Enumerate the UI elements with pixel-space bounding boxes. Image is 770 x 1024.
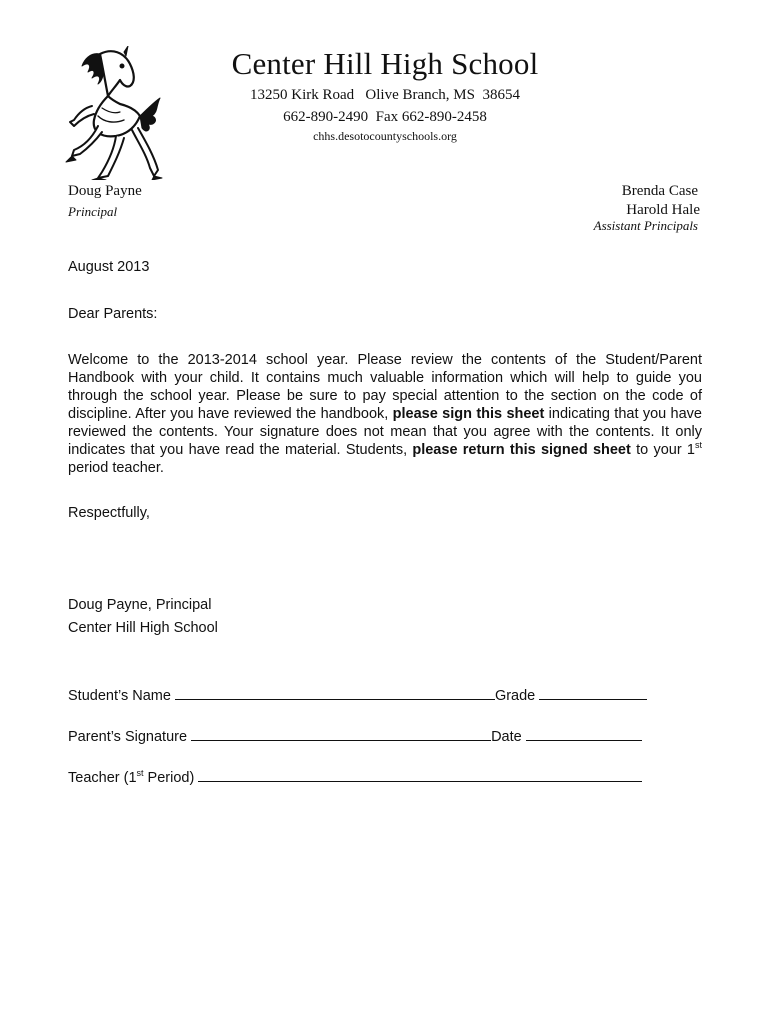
date-field[interactable] [526,726,642,741]
teacher-label-text: Teacher (1 [68,770,137,786]
school-website: chhs.desotocountyschools.org [313,129,457,143]
school-name: Center Hill High School [231,46,539,81]
school-phone: 662-890-2490 Fax 662-890-2458 [283,109,487,125]
student-name-row [68,685,647,704]
parent-signature-label: Parent’s Signature [68,729,188,745]
body-text-3: to your 1 [630,442,695,458]
body-superscript: st [694,440,702,450]
assistant-principal-2: Harold Hale [626,202,700,218]
date-label: Date [491,729,522,745]
body-emphasis-return: please return this signed sheet [412,442,631,458]
mustang-horse-logo [62,46,164,180]
assistant-principals-title: Assistant Principals [593,218,698,233]
closing: Respectfully, [68,505,150,521]
teacher-field[interactable] [198,767,642,782]
student-name-label: Student’s Name [68,688,171,704]
principal-title: Principal [68,204,118,219]
salutation: Dear Parents: [68,306,158,322]
body-text-4: period teacher. [68,460,164,476]
grade-field[interactable] [539,685,647,700]
teacher-label-superscript: st [136,768,144,778]
principal-name: Doug Payne [68,183,142,199]
letter-date: August 2013 [68,259,150,275]
teacher-label-period: Period) [143,770,195,786]
parent-signature-field[interactable] [191,726,491,741]
body-emphasis-sign: please sign this sheet [392,406,545,422]
school-address: 13250 Kirk Road Olive Branch, MS 38654 [250,87,520,103]
signer-school: Center Hill High School [68,620,218,636]
parent-signature-row [68,726,642,745]
student-name-field[interactable] [175,685,495,700]
teacher-row [68,767,642,786]
grade-label: Grade [494,688,536,704]
signer-name: Doug Payne, Principal [68,597,212,613]
body-text-1: Welcome to the 2013-2014 school year. Please review the contents of the Student/Parent Handbook with your child. It contains much valuable information which will help to guide you through the school year. Please be sure to pay special attention to the section on the code of discipline. After you have reviewed the handbook, [68,352,702,422]
letter-body [68,351,702,477]
teacher-label [68,770,194,786]
body-text-2: indicating that you have reviewed the contents. Your signature does not mean that you agree with the contents. It only indicates that you have read the material. Students, [68,406,702,458]
assistant-principal-1: Brenda Case [621,183,698,199]
